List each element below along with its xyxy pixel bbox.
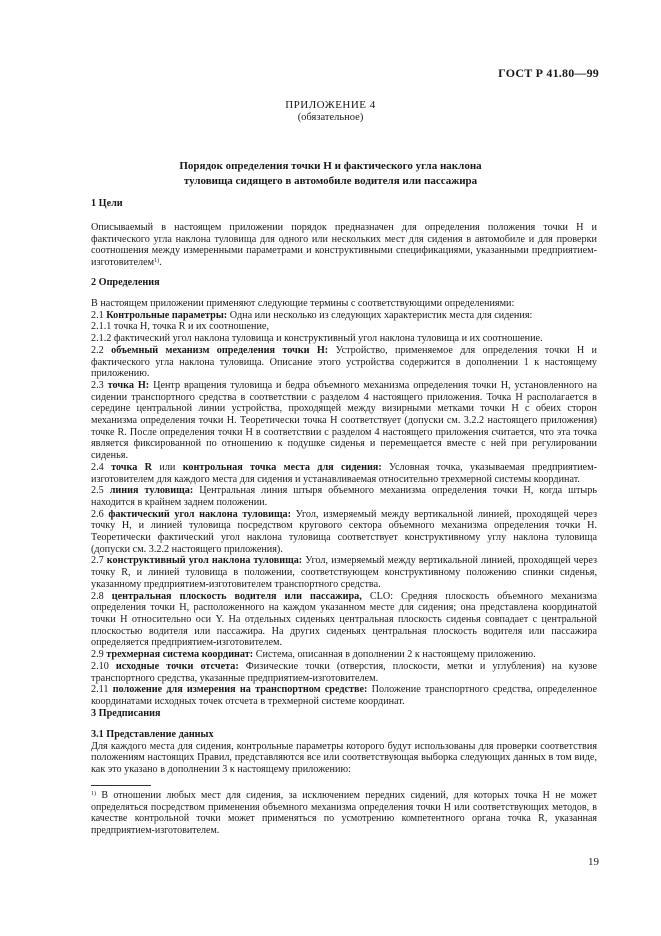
section-2-body (91, 298, 597, 708)
definition-2-1 (91, 310, 597, 322)
def-num: 2.11 (91, 684, 113, 696)
def-num: 2.4 (91, 461, 112, 473)
standard-code: ГОСТ Р 41.80—99 (498, 66, 599, 80)
def-term: исходные точки отсчета: (115, 660, 239, 672)
def-text: CLO: Средняя плоскость объемного механизма определения точки H, расположенного на каждом указанном месте для сидения; она представлена координатой точки H относительно оси Y. На отдельных сиденьях центральная плоскость сиденья совпадает с центральной плоскостью водителя или пассажира. На других сиденьях центральная плоскость водителя или пассажира определяется предприятием-изготовителем. (91, 590, 597, 649)
def-num: 2.2 (91, 344, 112, 356)
section-3-heading: 3 Предписания (91, 708, 161, 719)
definition-2-2 (91, 345, 597, 380)
section-2 (91, 277, 597, 289)
section-2-heading: 2 Определения (91, 277, 160, 288)
definition-2-6 (91, 509, 597, 556)
appendix-subtitle: (обязательное) (297, 112, 364, 123)
def-term: конструктивный угол наклона туловища: (106, 555, 303, 567)
def-text: Физические точки (отверстия, плоскости, метки и углубления) на кузове транспортного средства, указанные предприятием-изготовителем. (91, 660, 597, 684)
definition-2-3 (91, 380, 597, 462)
definition-2-9 (91, 649, 597, 661)
def-text: Центральная линия штыря объемного механизма определения точки H, когда штырь находится в крайнем заднем положении. (91, 485, 598, 508)
def-term: фактический угол наклона туловища: (108, 508, 292, 520)
def-text: Система, описанная в дополнении 2 к настоящему приложению. (253, 649, 536, 661)
definition-2-1-1: 2.1.1 точка H, точка R и их соотношение, (91, 321, 269, 333)
definition-2-11 (91, 684, 597, 707)
appendix-title: ПРИЛОЖЕНИЕ 4 (285, 99, 376, 111)
def-text: Условная точка, указываемая предприятием-изготовителем для каждого места для сидения и устанавливаемая относительно трехмерной системы координат. (91, 461, 597, 485)
section-1-text: Описываемый в настоящем приложении порядок предназначен для определения положения точки H и фактического угла наклона туловища для одного или нескольких мест для сидения в автомобиле и для проверки соотношения между измеренными параметрами и конструктивными спецификациями, указанными предприятием-изготовителем (91, 222, 597, 269)
def-num: 2.10 (91, 660, 116, 672)
definition-2-5 (91, 485, 597, 508)
appendix-heading (100, 159, 561, 189)
section-3-1-text: Для каждого места для сидения, контрольные параметры которого будут использованы для проверки соответствия положениям настоящих Правил, представляются все или соответствующая выборка следующих данных в том виде, как это указано в дополнении 3 к настоящему приложению: (91, 740, 597, 776)
def-num: 2.6 (91, 508, 109, 520)
def-term: точка H: (107, 379, 150, 391)
page-number: 19 (588, 856, 599, 868)
appendix-heading-line1: Порядок определения точки H и фактического угла наклона (179, 160, 482, 172)
footnote-text: В отношении любых мест для сидения, за исключением передних сидений, для которых точка H не может определяться посредством применения объемного механизма определения точки H или соответствующих методов, в качестве контрольной точки может применяться по усмотрению компетентного органа точка R, указанная предприятием-изготовителем. (91, 790, 597, 836)
definition-2-1-2: 2.1.2 фактический угол наклона туловища и конструктивный угол наклона туловища и их соотношение. (91, 333, 543, 345)
def-connector: или (152, 461, 183, 473)
def-term: положение для измерения на транспортном средстве: (112, 684, 368, 696)
def-term: трехмерная система координат: (106, 649, 254, 661)
def-text: Центр вращения туловища и бедра объемного механизма определения точки H, установленного на сидении транспортного средства в соответствии с разделом 4 настоящего приложения. Точка H располагается в середине центральной линии устройства, проходящей между визирными метками точки H с обеих сторон механизма определения точки H. Теоретически точка H соответствует (допуски см. 3.2.2 настоящего приложения) точке R. После определения точки H в соответствии с разделом 4 настоящего приложения считается, что эта точка является фиксированной по отношению к подушке сиденья и перемещается вместе с ней при регулировании сиденья. (91, 379, 597, 462)
footnote (91, 790, 597, 836)
def-text: Одна или несколько из следующих характеристик места для сидения: (227, 309, 533, 321)
def-num: 2.5 (91, 485, 110, 497)
def-text: Угол, измеряемый между вертикальной линией, проходящей через точку R, и линией туловища в положении, соответствующем конструктивному положению спинки сиденья, указанному предприятием-изготовителем транспортного средства. (91, 555, 597, 590)
def-text: Угол, измеряемый между вертикальной линией, проходящей через точку H, и линией туловища посредством кругового сектора объемного механизма определения точки H. Теоретически фактический угол наклона туловища соответствует конструктивному углу наклона туловища (допуски см. 3.2.2 настоящего приложения). (91, 508, 597, 555)
def-text: Положение транспортного средства, определенное координатами исходных точек отсчета в трехмерной системе координат. (91, 684, 598, 707)
def-term: центральная плоскость водителя или пассажира, (111, 590, 362, 602)
def-term: точка R (111, 461, 153, 473)
def-num: 2.8 (91, 590, 112, 602)
footnote-ref: 1) (154, 258, 160, 265)
def-term: контрольная точка места для сидения: (182, 461, 382, 473)
def-term: Контрольные параметры: (106, 309, 228, 321)
section-1-body (91, 222, 597, 269)
section-3-1 (91, 729, 597, 776)
def-num: 2.7 (91, 555, 107, 567)
section-3 (91, 708, 597, 720)
section-2-intro: В настоящем приложении применяют следующие термины с соответствующими определениями: (91, 298, 515, 309)
definition-2-7 (91, 555, 597, 590)
def-term: объемный механизм определения точки H: (111, 344, 329, 356)
def-term: линия туловища: (109, 485, 194, 497)
footnote-mark: 1) (91, 791, 96, 797)
section-3-1-heading: 3.1 Представление данных (91, 729, 214, 740)
section-1-end: . (159, 257, 162, 269)
definition-2-10 (91, 661, 597, 684)
section-1-heading: 1 Цели (91, 198, 123, 209)
definition-2-4 (91, 462, 597, 485)
def-num: 2.9 (91, 649, 107, 661)
definition-2-8 (91, 591, 597, 650)
section-1 (91, 198, 597, 210)
def-num: 2.3 (91, 379, 108, 391)
appendix-heading-line2: туловища сидящего в автомобиле водителя или пассажира (183, 175, 478, 187)
section-1-paragraph (91, 222, 597, 269)
footnote-divider (91, 785, 151, 786)
def-num: 2.1 (91, 309, 107, 321)
def-text: Устройство, применяемое для определения точки H и фактического угла наклона туловища. Описание этого устройства содержится в дополнении 1 к настоящему приложению. (91, 344, 598, 380)
